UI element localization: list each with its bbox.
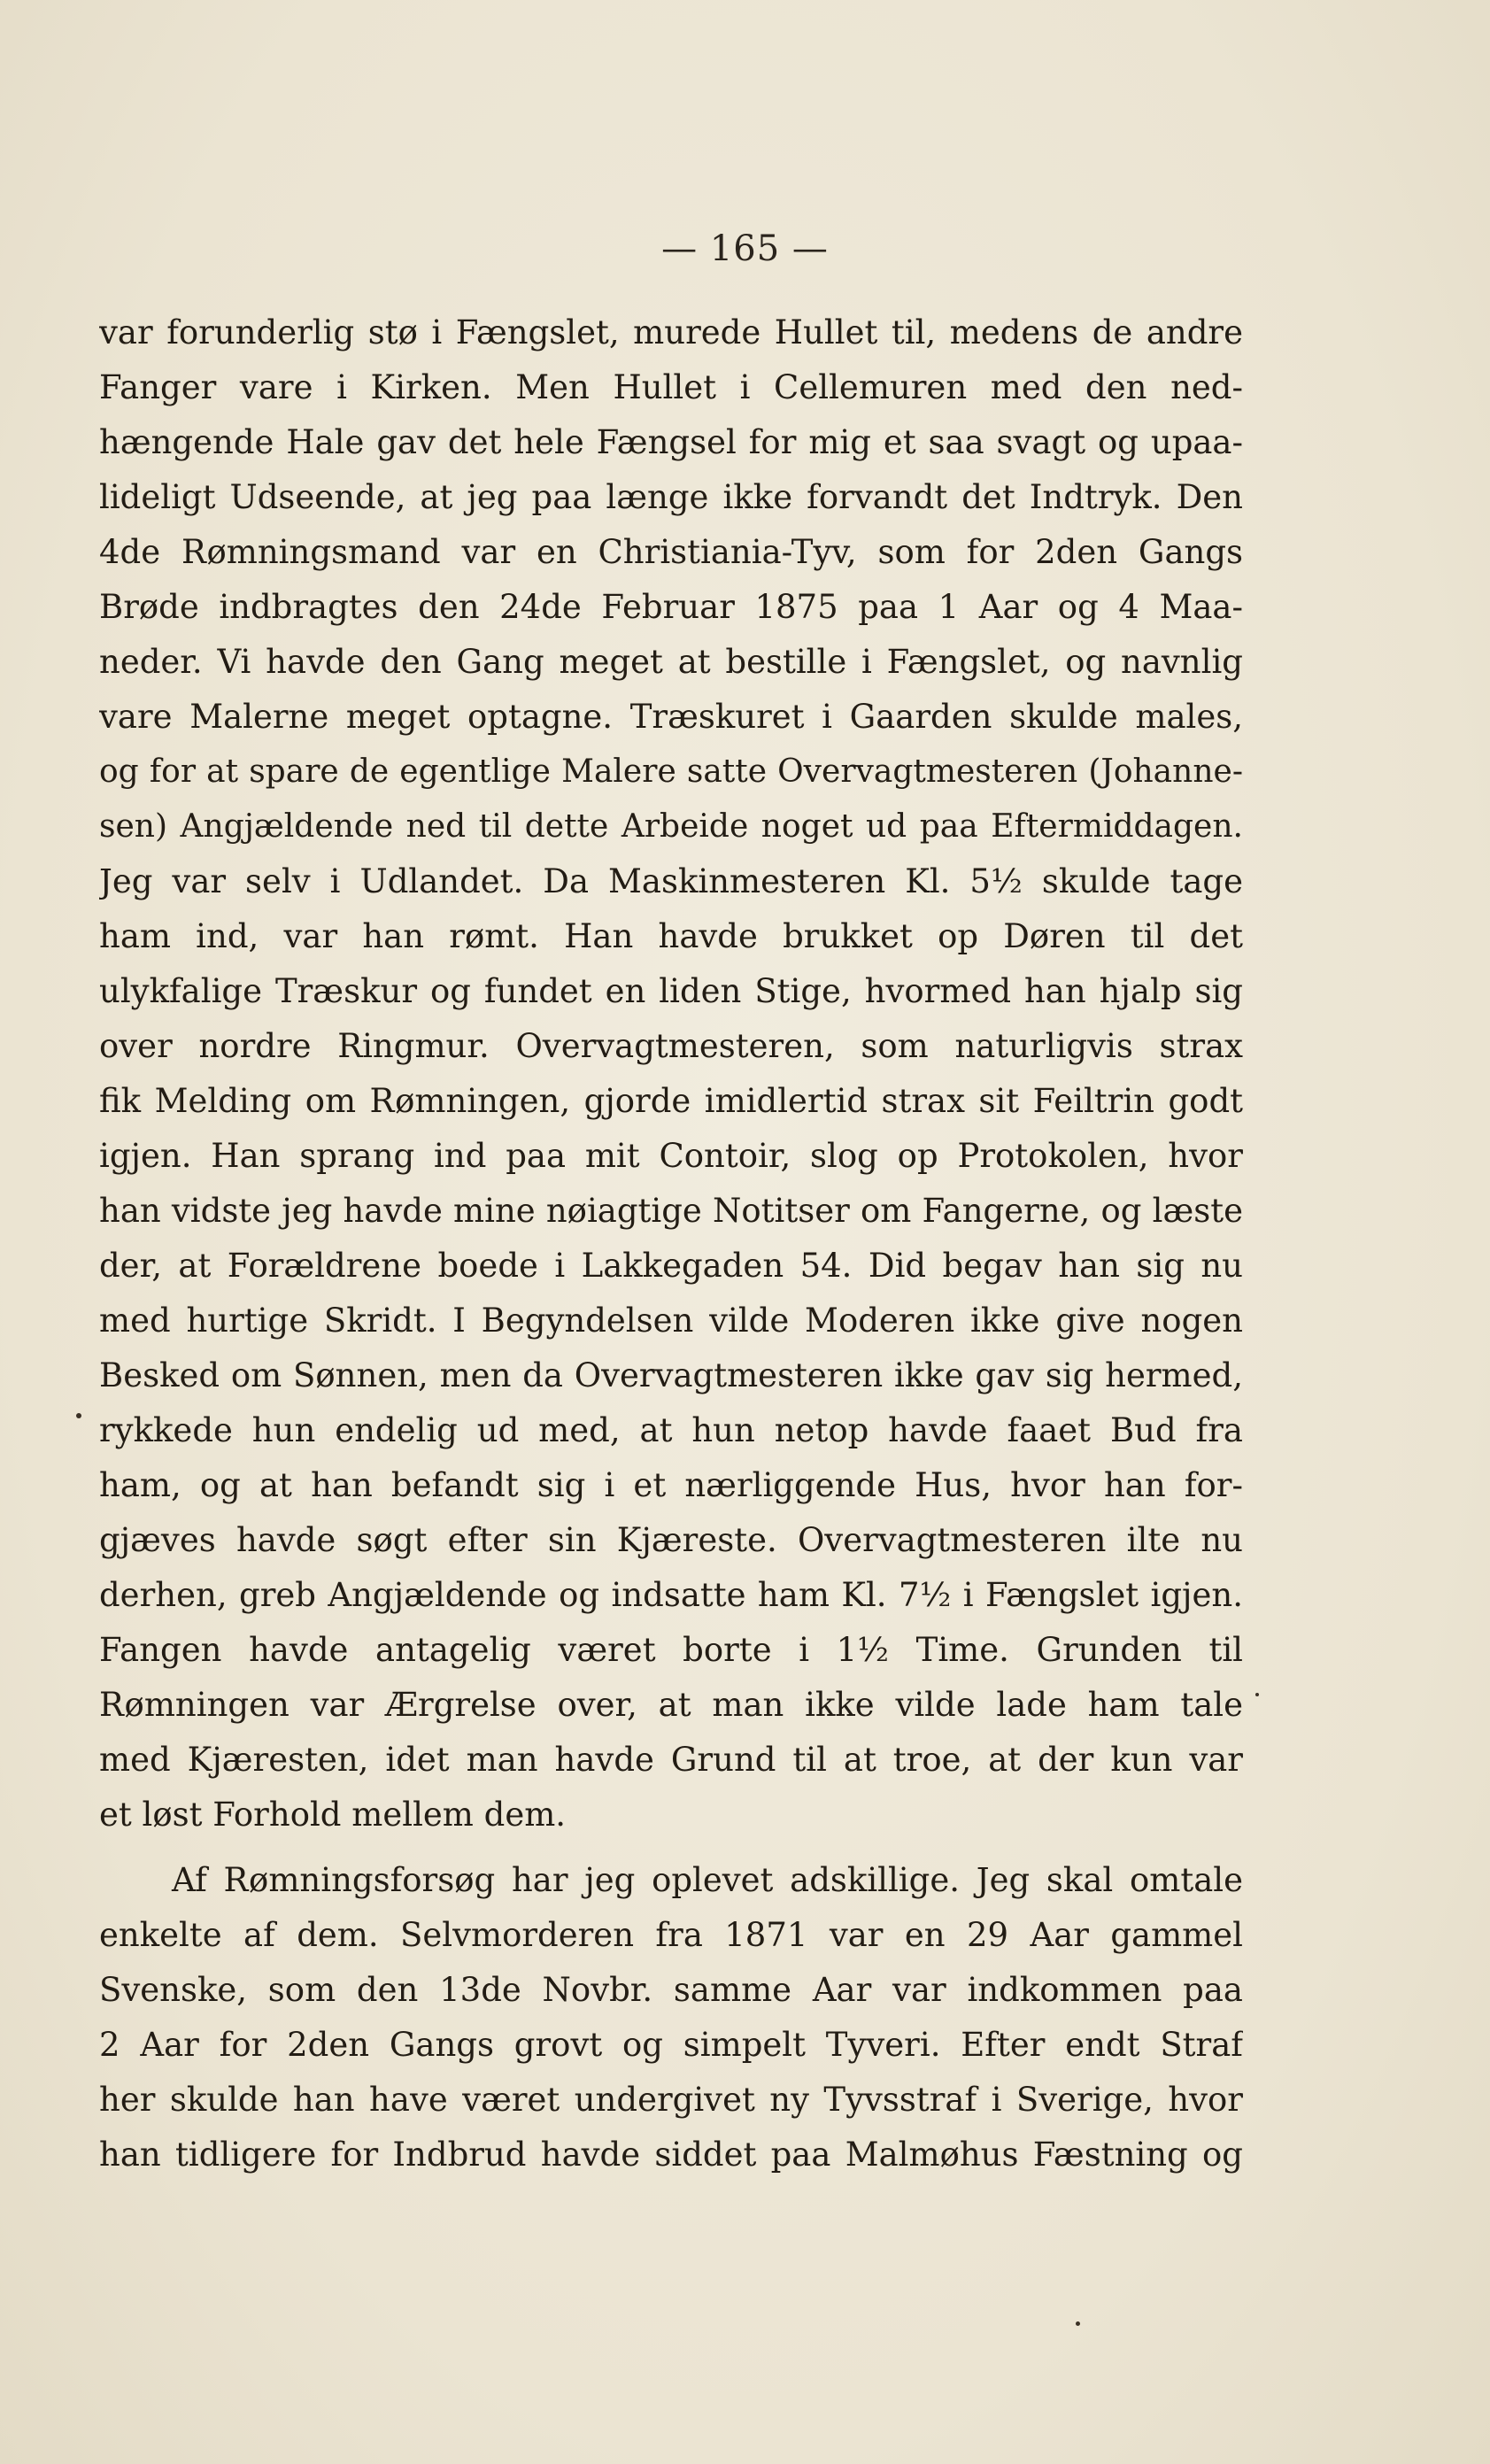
text-line: Besked om Sønnen, men da Overvagtmesteren ikke gav sig hermed, [99, 1356, 1243, 1394]
print-speck [1076, 2321, 1080, 2326]
text-line: han vidste jeg havde mine nøiagtige Notitser om Fangerne, og læste [99, 1192, 1243, 1230]
text-line: vare Malerne meget optagne. Træskuret i Gaarden skulde males, [99, 698, 1243, 736]
text-line: igjen. Han sprang ind paa mit Contoir, slog op Protokolen, hvor [99, 1137, 1243, 1175]
text-line: hængende Hale gav det hele Fængsel for mig et saa svagt og upaa- [99, 423, 1243, 461]
text-line: Fanger vare i Kirken. Men Hullet i Cellemuren med den ned- [99, 368, 1243, 406]
body-text [99, 305, 1243, 2182]
text-line: ham ind, var han rømt. Han havde brukket op Døren til det [99, 917, 1243, 955]
text-line: han tidligere for Indbrud havde siddet paa Malmøhus Fæstning og [99, 2136, 1243, 2174]
text-line: Jeg var selv i Udlandet. Da Maskinmesteren Kl. 5½ skulde tage [99, 862, 1243, 900]
text-line: over nordre Ringmur. Overvagtmesteren, som naturligvis strax [99, 1027, 1243, 1065]
text-line: med Kjæresten, idet man havde Grund til at troe, at der kun var [99, 1741, 1243, 1779]
text-line: et løst Forhold mellem dem. [99, 1796, 567, 1834]
text-line: rykkede hun endelig ud med, at hun netop havde faaet Bud fra [99, 1411, 1243, 1449]
text-line: gjæves havde søgt efter sin Kjæreste. Overvagtmesteren ilte nu [99, 1521, 1243, 1559]
text-line: med hurtige Skridt. I Begyndelsen vilde Moderen ikke give nogen [99, 1302, 1243, 1340]
text-line: Fangen havde antagelig været borte i 1½ Time. Grunden til [99, 1631, 1243, 1669]
print-speck [76, 1413, 81, 1418]
text-line: 2 Aar for 2den Gangs grovt og simpelt Tyveri. Efter endt Straf [99, 2026, 1243, 2064]
text-line: der, at Forældrene boede i Lakkegaden 54. Did begav han sig nu [99, 1247, 1243, 1285]
text-line: Brøde indbragtes den 24de Februar 1875 paa 1 Aar og 4 Maa- [99, 588, 1243, 626]
text-line: neder. Vi havde den Gang meget at bestille i Fængslet, og navnlig [99, 643, 1243, 681]
page-number: — 165 — [661, 228, 829, 269]
text-line: lideligt Udseende, at jeg paa længe ikke forvandt det Indtryk. Den [99, 478, 1243, 516]
text-line: fik Melding om Rømningen, gjorde imidlertid strax sit Feiltrin godt [99, 1082, 1243, 1120]
text-line: enkelte af dem. Selvmorderen fra 1871 var en 29 Aar gammel [99, 1916, 1243, 1954]
text-line: 4de Rømningsmand var en Christiania-Tyv, som for 2den Gangs [99, 533, 1243, 571]
text-line: sen) Angjældende ned til dette Arbeide noget ud paa Eftermiddagen. [99, 808, 1243, 845]
text-line: og for at spare de egentlige Malere satte Overvagtmesteren (Johanne- [99, 753, 1243, 790]
text-line: var forunderlig stø i Fængslet, murede Hullet til, medens de andre [99, 313, 1243, 351]
print-speck [1255, 1693, 1259, 1696]
text-line: ulykfalige Træskur og fundet en liden Stige, hvormed han hjalp sig [99, 972, 1243, 1010]
text-line: derhen, greb Angjældende og indsatte ham Kl. 7½ i Fængslet igjen. [99, 1576, 1243, 1614]
text-line: Rømningen var Ærgrelse over, at man ikke vilde lade ham tale [99, 1686, 1243, 1724]
text-line: Af Rømningsforsøg har jeg oplevet adskillige. Jeg skal omtale [172, 1861, 1243, 1899]
text-line: Svenske, som den 13de Novbr. samme Aar var indkommen paa [99, 1971, 1243, 2009]
text-line: ham, og at han befandt sig i et nærliggende Hus, hvor han for- [99, 1466, 1243, 1504]
text-line: her skulde han have været undergivet ny Tyvsstraf i Sverige, hvor [99, 2081, 1243, 2119]
